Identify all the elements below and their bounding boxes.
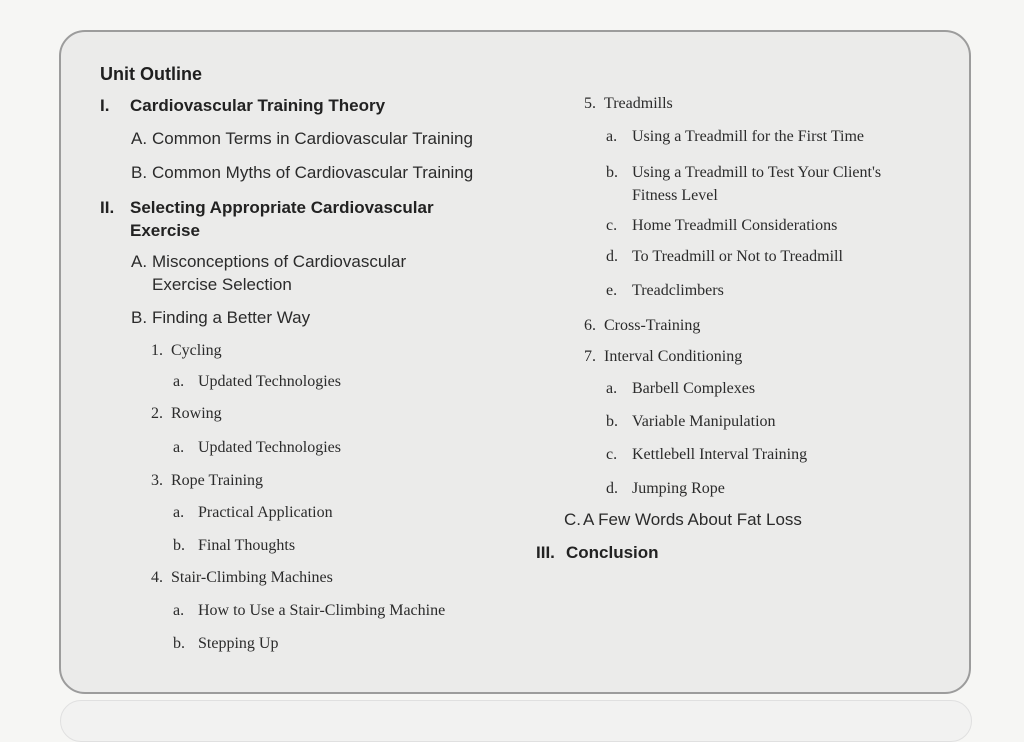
topic-number: 2. [151, 405, 163, 422]
subtopic-title: Using a Treadmill for the First Time [632, 128, 865, 145]
section-title-line: Exercise [130, 221, 200, 240]
subsection-title: Finding a Better Way [152, 308, 311, 327]
topic-title: Cross-Training [604, 317, 701, 334]
topic-title: Cycling [171, 342, 222, 359]
section-heading [536, 543, 659, 563]
topic-number: 7. [584, 348, 596, 365]
subtopic-title: Practical Application [198, 504, 333, 521]
subtopic-item [606, 248, 843, 266]
subtopic-item [173, 373, 341, 391]
topic-item [151, 569, 333, 587]
topic-title: Stair-Climbing Machines [171, 569, 333, 586]
subtopic-title: Final Thoughts [198, 537, 296, 554]
subtopic-title: Variable Manipulation [632, 413, 776, 430]
topic-number: 1. [151, 342, 163, 359]
subtopic-letter: e. [606, 282, 618, 299]
topic-item [584, 95, 673, 113]
subtopic-item [173, 602, 445, 620]
topic-number: 4. [151, 569, 163, 586]
subtopic-letter: a. [606, 380, 618, 397]
subtopic-title-line: Fitness Level [632, 187, 718, 204]
subtopic-title: Jumping Rope [632, 480, 725, 497]
subtopic-letter: c. [606, 446, 618, 463]
subsection-letter: A. [131, 129, 148, 148]
subtopic-letter: b. [173, 537, 185, 554]
section-heading [100, 96, 385, 116]
subtopic-item [173, 537, 295, 555]
subsection-item [131, 250, 406, 296]
topic-number: 5. [584, 95, 596, 112]
subtopic-item [606, 480, 725, 498]
subtopic-letter: d. [606, 248, 618, 265]
subsection-letter: B. [131, 308, 148, 327]
subtopic-letter: a. [173, 602, 185, 619]
section-heading [100, 196, 434, 242]
subtopic-title-line: Using a Treadmill to Test Your Client's [632, 164, 882, 181]
lower-page-edge [60, 700, 972, 742]
outline-title: Unit Outline [100, 64, 202, 84]
subtopic-letter: b. [606, 413, 618, 430]
subtopic-item [606, 380, 755, 398]
subsection-item [131, 308, 310, 328]
subtopic-title: Kettlebell Interval Training [632, 446, 808, 463]
topic-item [584, 348, 742, 366]
subsection-letter: B. [131, 163, 148, 182]
section-number: I. [100, 96, 110, 115]
subsection-item [564, 510, 802, 530]
subtopic-item [606, 161, 881, 207]
subtopic-letter: b. [606, 164, 618, 181]
subtopic-letter: b. [173, 635, 185, 652]
subtopic-title: Home Treadmill Considerations [632, 217, 838, 234]
topic-item [584, 317, 700, 335]
subtopic-title: Barbell Complexes [632, 380, 756, 397]
subtopic-title: Updated Technologies [198, 373, 341, 390]
subtopic-item [173, 635, 278, 653]
subtopic-item [606, 128, 864, 146]
subtopic-item [173, 439, 341, 457]
subtopic-item [606, 282, 724, 300]
subtopic-letter: d. [606, 480, 618, 497]
topic-item [151, 472, 263, 490]
subsection-title: A Few Words About Fat Loss [583, 510, 802, 529]
subsection-letter: A. [131, 252, 148, 271]
subtopic-item [606, 446, 807, 464]
section-title-line: Selecting Appropriate Cardiovascular [130, 198, 434, 217]
subtopic-title: Updated Technologies [198, 439, 341, 456]
subtopic-item [606, 217, 837, 235]
subsection-item [131, 129, 473, 149]
topic-title: Rope Training [171, 472, 264, 489]
section-title: Conclusion [566, 543, 659, 562]
subtopic-item [173, 504, 333, 522]
subtopic-letter: a. [173, 373, 185, 390]
subtopic-letter: a. [606, 128, 618, 145]
section-title: Cardiovascular Training Theory [130, 96, 386, 115]
topic-title: Rowing [171, 405, 222, 422]
subsection-item [131, 163, 473, 183]
subtopic-title: Treadclimbers [632, 282, 724, 299]
subtopic-title: To Treadmill or Not to Treadmill [632, 248, 843, 265]
topic-item [151, 342, 222, 360]
section-number: II. [100, 198, 115, 217]
topic-title: Treadmills [604, 95, 673, 112]
subsection-letter: C. [564, 510, 581, 529]
subtopic-title: Stepping Up [198, 635, 279, 652]
subtopic-title: How to Use a Stair-Climbing Machine [198, 602, 446, 619]
subtopic-letter: a. [173, 504, 185, 521]
subsection-title-line: Misconceptions of Cardiovascular [152, 252, 407, 271]
topic-item [151, 405, 222, 423]
topic-title: Interval Conditioning [604, 348, 743, 365]
subsection-title-line: Exercise Selection [152, 275, 292, 294]
subsection-title: Common Myths of Cardiovascular Training [152, 163, 474, 182]
subtopic-item [606, 413, 776, 431]
topic-number: 3. [151, 472, 163, 489]
topic-number: 6. [584, 317, 596, 334]
subsection-title: Common Terms in Cardiovascular Training [152, 129, 473, 148]
section-number: III. [536, 543, 555, 562]
subtopic-letter: a. [173, 439, 185, 456]
subtopic-letter: c. [606, 217, 618, 234]
